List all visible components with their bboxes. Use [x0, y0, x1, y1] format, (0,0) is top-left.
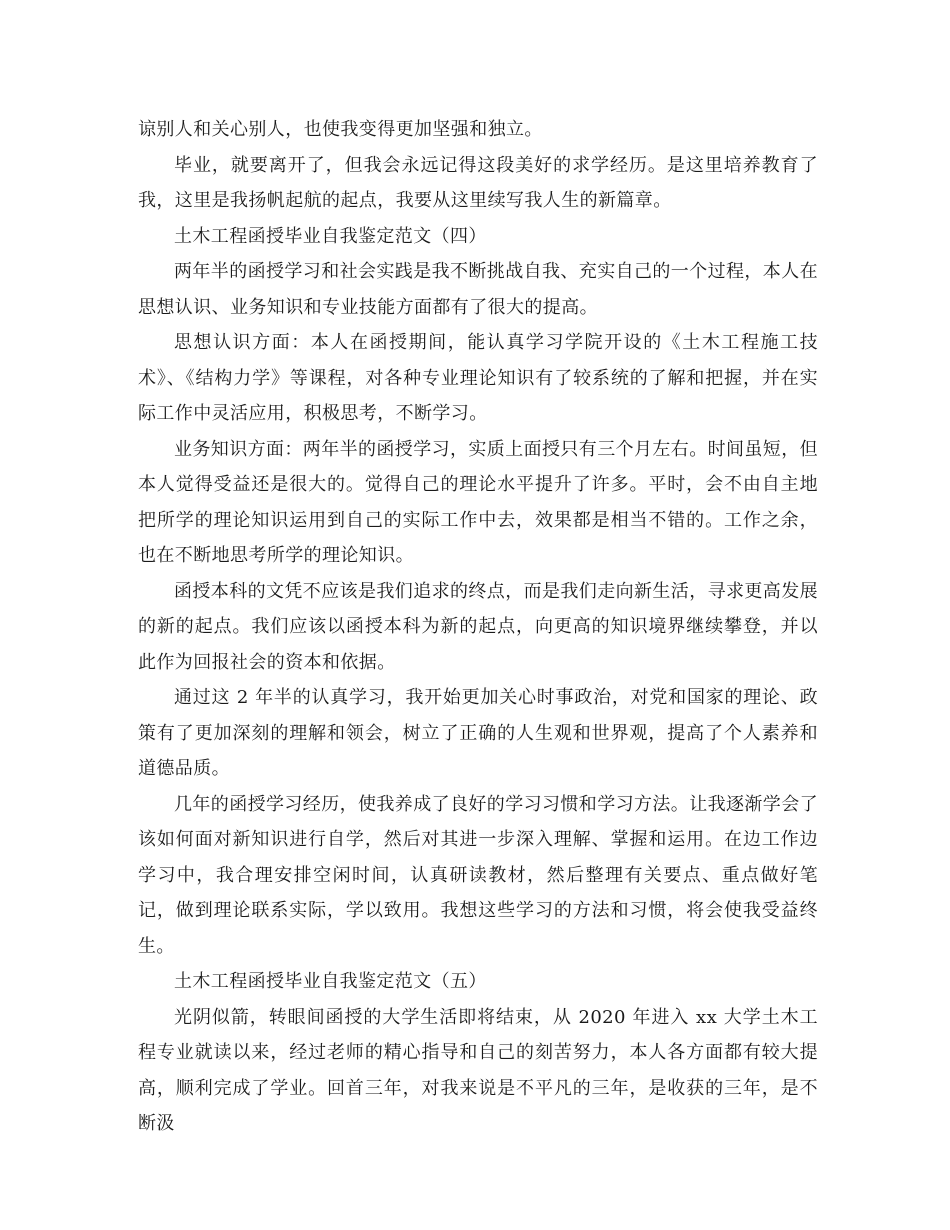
document-page: [138, 112, 818, 1142]
section-heading-five: 土木工程函授毕业自我鉴定范文（五）: [174, 971, 487, 992]
paragraph-diploma: 函授本科的文凭不应该是我们追求的终点，而是我们走向新生活，寻求更高发展的新的起点。我们应该以函授本科为新的起点，向更高的知识境界继续攀登，并以此作为回报社会的资本和依据。: [138, 580, 818, 673]
paragraph-graduation: 毕业，就要离开了，但我会永远记得这段美好的求学经历。是这里培养教育了我，这里是我扬帆起航的起点，我要从这里续写我人生的新篇章。: [138, 154, 818, 211]
paragraph-study-habits: 几年的函授学习经历，使我养成了良好的学习习惯和学习方法。让我逐渐学会了该如何面对新知识进行自学，然后对其进一步深入理解、掌握和运用。在边工作边学习中，我合理安排空闲时间，认真研读教材，然后整理有关要点、重点做好笔记，做到理论联系实际，学以致用。我想这些学习的方法和习惯，将会使我受益终生。: [138, 793, 818, 957]
paragraph-business-knowledge: 业务知识方面：两年半的函授学习，实质上面授只有三个月左右。时间虽短，但本人觉得受益还是很大的。觉得自己的理论水平提升了许多。平时，会不由自主地把所学的理论知识运用到自己的实际工作中去，效果都是相当不错的。工作之余，也在不断地思考所学的理论知识。: [138, 438, 818, 566]
section-heading-four: 土木工程函授毕业自我鉴定范文（四）: [174, 225, 487, 247]
paragraph-overview: 两年半的函授学习和社会实践是我不断挑战自我、充实自己的一个过程，本人在思想认识、业务知识和专业技能方面都有了很大的提高。: [138, 261, 818, 318]
paragraph-politics: 通过这 2 年半的认真学习，我开始更加关心时事政治，对党和国家的理论、政策有了更加深刻的理解和领会，树立了正确的人生观和世界观，提高了个人素养和道德品质。: [138, 687, 818, 779]
paragraph-time-flies: 光阴似箭，转眼间函授的大学生活即将结束，从 2020 年进入 xx 大学土木工程专业就读以来，经过老师的精心指导和自己的刻苦努力，本人各方面都有较大提高，顺利完成了学业。回首三年，对我来说是不平凡的三年，是收获的三年，是不断汲: [138, 1006, 818, 1134]
paragraph-continuation: 谅别人和关心别人，也使我变得更加坚强和独立。: [138, 119, 543, 140]
paragraph-ideology: 思想认识方面：本人在函授期间，能认真学习学院开设的《土木工程施工技术》、《结构力学》等课程，对各种专业理论知识有了较系统的了解和把握，并在实际工作中灵活应用，积极思考，不断学习。: [138, 332, 818, 424]
